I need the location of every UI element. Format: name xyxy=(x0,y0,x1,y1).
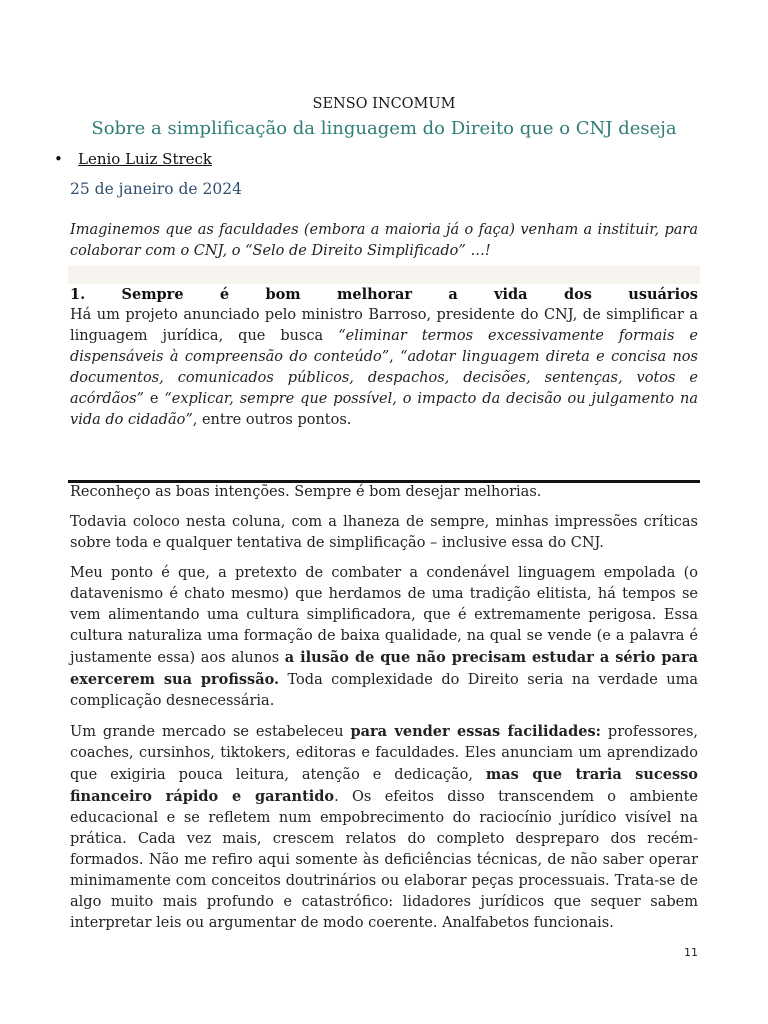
author-line xyxy=(54,150,212,168)
paragraph-text: professores, coaches, cursinhos, tiktokers, editoras e faculdades. Eles anunciam um aprendizado que exigiria pouca leitura, atenção e dedicação, xyxy=(70,724,698,783)
heading-word: melhorar xyxy=(337,286,412,303)
heading-word: vida xyxy=(494,286,528,303)
paragraph-text: , xyxy=(389,349,401,365)
quote-text: “explicar, sempre que possível, o impacto da decisão ou julgamento na vida do cidadão” xyxy=(70,391,698,428)
article-body xyxy=(70,482,698,943)
article-lead: Imaginemos que as faculdades (embora a maioria já o faça) venham a instituir, para colaborar com o CNJ, o “Selo de Direito Simplificado” …! xyxy=(70,222,698,259)
paragraph-text: . Os efeitos disso transcendem o ambiente educacional e se refletem num empobrecimento do raciocínio jurídico visível na prática. Cada vez mais, crescem relatos do completo despreparo dos recém-formados. Não me refiro aqui somente às deficiências técnicas, de não saber operar minimamente com conceitos doutrinários ou elaborar peças processuais. Trata-se de algo muito mais profundo e catastrófico: lidadores jurídicos que sequer sabem interpretar leis ou argumentar de modo coerente. Analfabetos funcionais. xyxy=(70,789,698,931)
heading-word: a xyxy=(448,286,458,303)
quote-text: “adotar linguagem direta e concisa nos documentos, comunicados públicos, despachos, decisões, sentenças, votos e acórdãos” xyxy=(70,349,698,407)
heading-word: usuários xyxy=(628,286,698,303)
author-link[interactable]: Lenio Luiz Streck xyxy=(78,150,213,168)
paragraph-text: e xyxy=(143,391,165,407)
column-kicker: SENSO INCOMUM xyxy=(312,96,456,112)
heading-word: é xyxy=(219,286,230,303)
body-paragraph: Reconheço as boas intenções. Sempre é bom desejar melhorias. xyxy=(70,484,542,500)
heading-word: bom xyxy=(265,286,301,303)
shaded-band xyxy=(68,266,700,284)
body-paragraph xyxy=(70,721,698,934)
paragraph-text: Meu ponto é que, a pretexto de combater a condenável linguagem empolada (o datavenismo é chato mesmo) que herdamos de uma tradição elitista, há tempos se vem alimentando uma cultura simplificadora, que é extremamente perigosa. Essa cultura naturaliza uma formação de baixa qualidade, na qual se vende (e a palavra é justamente essa) aos alunos xyxy=(70,565,698,666)
body-paragraph: Todavia coloco nesta coluna, com a lhaneza de sempre, minhas impressões críticas sobre toda e qualquer tentativa de simplificação – inclusive essa do CNJ. xyxy=(70,514,698,551)
heading-word: dos xyxy=(563,286,592,303)
heading-word: Sempre xyxy=(121,286,184,303)
quote-text: “eliminar termos excessivamente formais e dispensáveis à compreensão do conteúdo” xyxy=(70,328,698,365)
page-number: 11 xyxy=(684,946,698,959)
paragraph-text: Há um projeto anunciado pelo ministro Barroso, presidente do CNJ, de simplificar a linguagem jurídica, que busca xyxy=(70,307,698,344)
article-date: 25 de janeiro de 2024 xyxy=(70,180,242,198)
paragraph-text: Toda complexidade do Direito seria na verdade uma complicação desnecessária. xyxy=(70,672,698,709)
body-paragraph xyxy=(70,563,698,712)
section-paragraph xyxy=(70,305,698,431)
emphasis-text: a ilusão de que não precisam estudar a sério para exercerem sua profissão. xyxy=(70,649,698,688)
paragraph-text: , entre outros pontos. xyxy=(192,412,352,428)
heading-word: 1. xyxy=(70,286,86,303)
paragraph-text: Um grande mercado se estabeleceu xyxy=(70,724,351,740)
section-heading xyxy=(70,284,698,305)
bullet-icon: • xyxy=(54,150,63,168)
emphasis-text: mas que traria sucesso financeiro rápido e garantido xyxy=(70,766,698,805)
article-headline: Sobre a simplificação da linguagem do Direito que o CNJ deseja xyxy=(91,118,677,139)
emphasis-text: para vender essas facilidades: xyxy=(350,723,601,740)
